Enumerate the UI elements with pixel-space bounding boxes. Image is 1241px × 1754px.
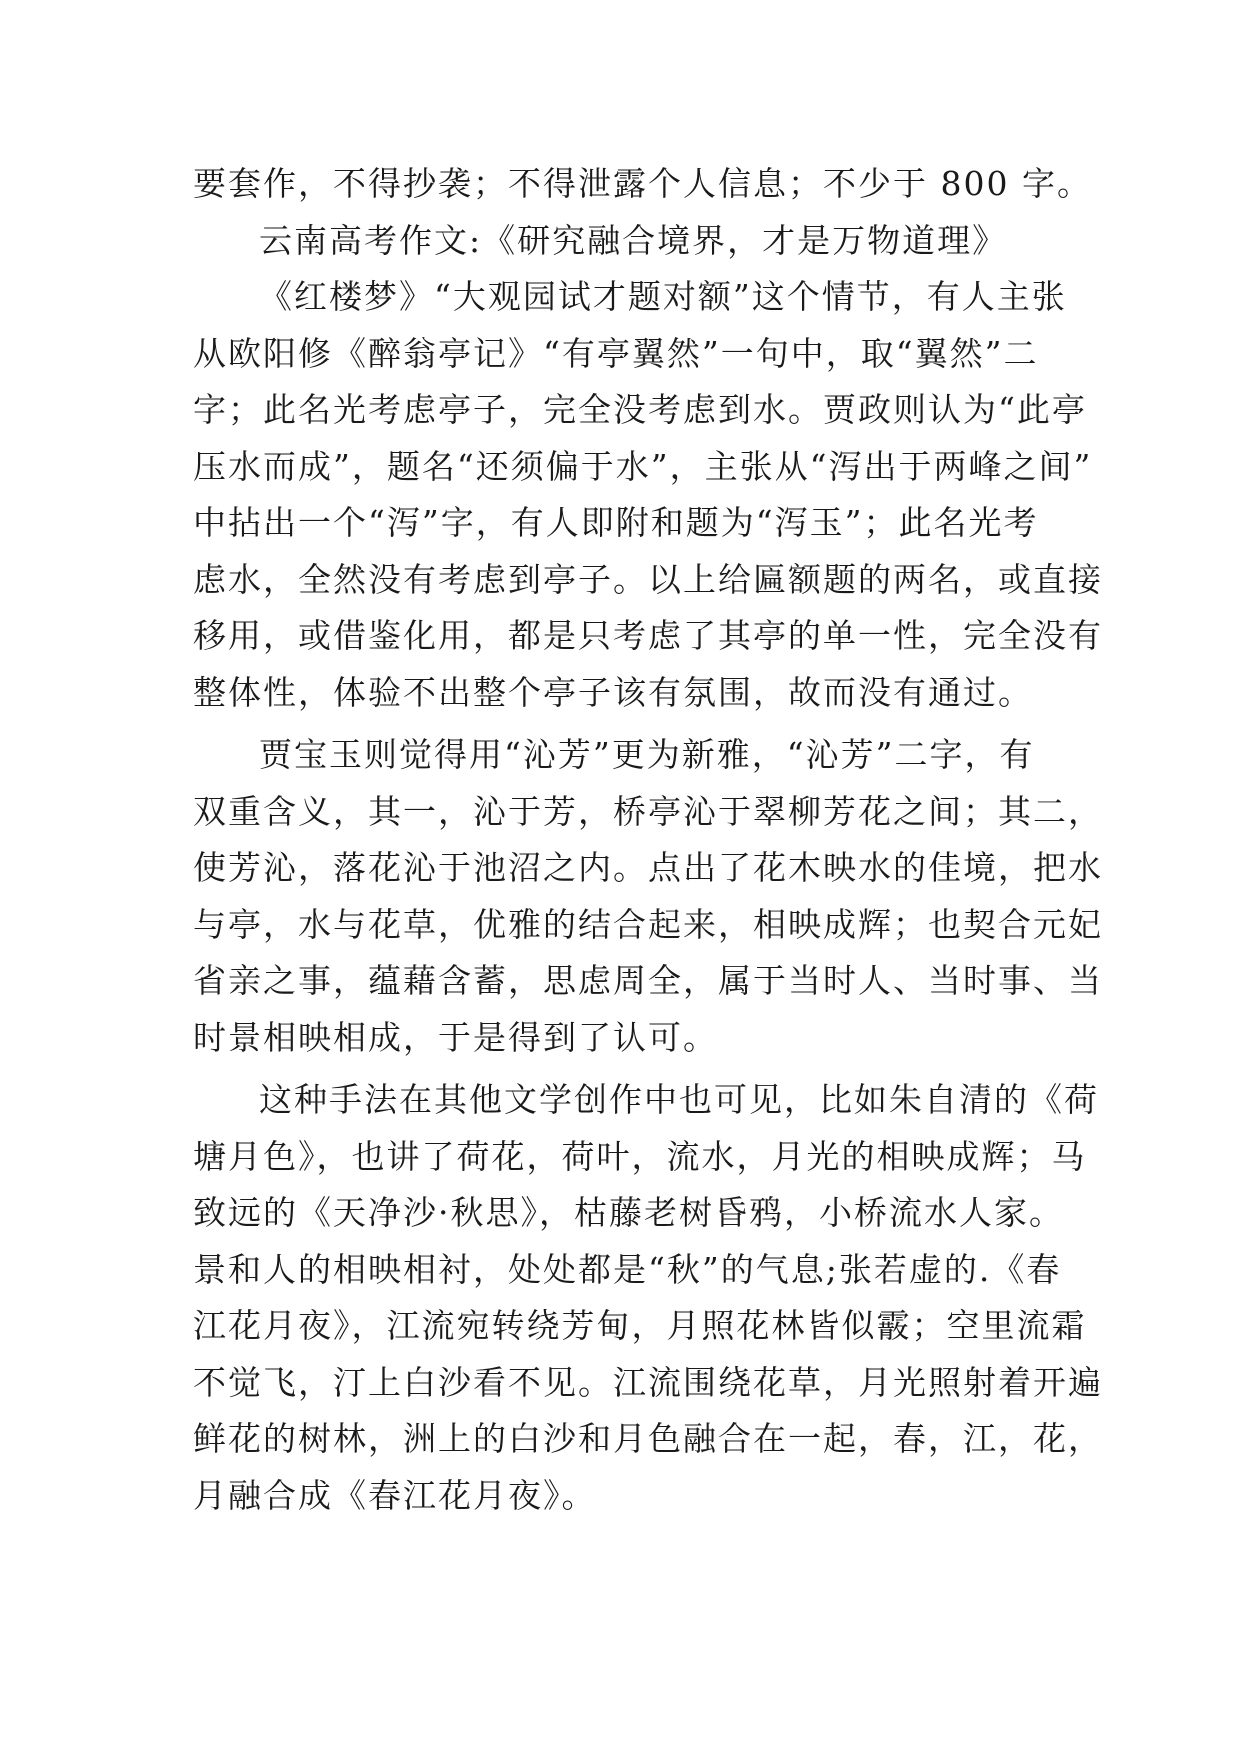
text-line: 景和人的相映相衬，处处都是“秋”的气息;张若虚的.《春	[193, 1249, 1062, 1289]
text-line: 要套作，不得抄袭；不得泄露个人信息；不少于 800 字。	[193, 164, 1092, 203]
text-line: 与亭，水与花草，优雅的结合起来，相映成辉；也契合元妃	[193, 904, 1103, 944]
text-line: 不觉飞，汀上白沙看不见。江流围绕花草，月光照射着开遍	[193, 1362, 1103, 1402]
text-line: 移用，或借鉴化用，都是只考虑了其亭的单一性，完全没有	[193, 616, 1103, 655]
essay-body	[193, 156, 1103, 1524]
text-line: 省亲之事，蕴藉含蓄，思虑周全，属于当时人、当时事、当	[193, 961, 1103, 1000]
text-line: 字；此名光考虑亭子，完全没考虑到水。贾政则认为“此亭	[193, 390, 1087, 429]
text-line: 塘月色》，也讲了荷花，荷叶，流水，月光的相映成辉；马	[193, 1136, 1087, 1176]
essay-title-line: 云南高考作文:《研究融合境界，才是万物道理》	[259, 220, 1008, 260]
text-line: 整体性，体验不出整个亭子该有氛围，故而没有通过。	[193, 672, 1033, 712]
text-line: 这种手法在其他文学创作中也可见，比如朱自清的《荷	[259, 1080, 1099, 1119]
text-line: 中拈出一个“泻”字，有人即附和题为“泻玉”；此名光考	[193, 503, 1039, 542]
text-line: 江花月夜》，江流宛转绕芳甸，月照花林皆似霰；空里流霜	[193, 1306, 1087, 1345]
text-line: 虑水，全然没有考虑到亭子。以上给匾额题的两名，或直接	[193, 559, 1103, 599]
text-line: 《红楼梦》“大观园试才题对额”这个情节，有人主张	[259, 277, 1067, 316]
text-line: 双重含义，其一，沁于芳，桥亭沁于翠柳芳花之间；其二，	[193, 791, 1103, 831]
text-line: 贾宝玉则觉得用“沁芳”更为新雅，“沁芳”二字，有	[259, 735, 1035, 774]
text-line: 压水而成”，题名“还须偏于水”，主张从“泻出于两峰之间”	[193, 446, 1093, 486]
text-line: 月融合成《春江花月夜》。	[193, 1475, 597, 1515]
text-line: 从欧阳修《醉翁亭记》“有亭翼然”一句中，取“翼然”二	[193, 333, 1039, 373]
text-line: 时景相映相成，于是得到了认可。	[193, 1017, 718, 1057]
text-line: 致远的《天净沙·秋思》，枯藤老树昏鸦，小桥流水人家。	[193, 1193, 1064, 1232]
text-line: 鲜花的树林，洲上的白沙和月色融合在一起，春，江，花，	[193, 1419, 1103, 1458]
text-line: 使芳沁，落花沁于池沼之内。点出了花木映水的佳境，把水	[193, 848, 1103, 887]
